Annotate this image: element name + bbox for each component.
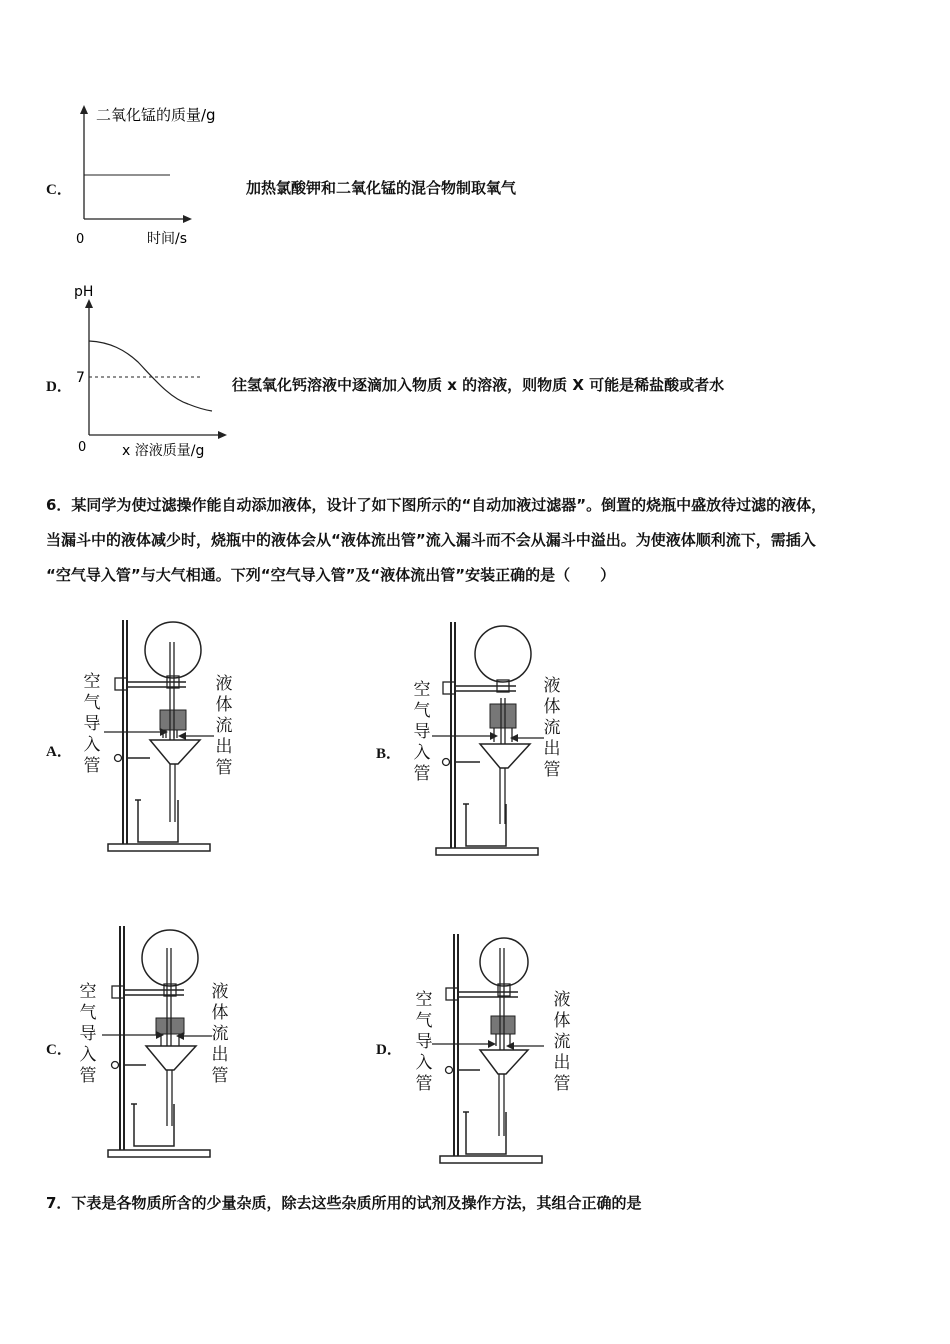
question6-line2: 当漏斗中的液体减少时，烧瓶中的液体会从“液体流出管”流入漏斗而不会从漏斗中溢出。为使液体顺利流下，需插入 xyxy=(46,531,816,549)
diagram-b-air-tube-label: 空气导入管 xyxy=(413,680,431,784)
option-d-graph xyxy=(70,280,240,465)
option-d-tick7: 7 xyxy=(76,370,85,386)
option-c-ylabel: 二氧化锰的质量/g xyxy=(96,106,216,124)
diagram-b-liquid-tube-label: 液体流出管 xyxy=(543,676,561,780)
question6-line1: 6．某同学为使过滤操作能自动添加液体，设计了如下图所示的“自动加液过滤器”。倒置的烧瓶中盛放待过滤的液体， xyxy=(46,496,827,514)
option-c-xlabel: 时间/s xyxy=(147,231,188,247)
diagram-a-air-tube-label: 空气导入管 xyxy=(83,672,101,776)
diagram-b[interactable] xyxy=(376,614,561,864)
diagram-d[interactable] xyxy=(376,926,571,1176)
diagram-d-letter: D． xyxy=(376,1042,402,1058)
diagram-a[interactable] xyxy=(46,612,233,862)
option-c-letter: C． xyxy=(46,182,72,198)
option-c-graph xyxy=(60,95,240,255)
diagram-a-letter: A． xyxy=(46,744,72,760)
option-d-origin: 0 xyxy=(78,440,87,455)
option-d-letter: D． xyxy=(46,379,72,395)
diagram-c-air-tube-label: 空气导入管 xyxy=(79,982,97,1086)
question6-line3: “空气导入管”与大气相通。下列“空气导入管”及“液体流出管”安装正确的是（ ） xyxy=(46,566,616,584)
question7-text: 7．下表是各物质所含的少量杂质，除去这些杂质所用的试剂及操作方法，其组合正确的是 xyxy=(46,1194,642,1212)
option-d-description: 往氢氧化钙溶液中逐滴加入物质 x 的溶液，则物质 X 可能是稀盐酸或者水 xyxy=(232,376,725,394)
diagram-d-liquid-tube-label: 液体流出管 xyxy=(553,990,571,1094)
option-d-xlabel: x 溶液质量/g xyxy=(122,443,205,459)
diagram-c-letter: C． xyxy=(46,1042,72,1058)
option-c-description: 加热氯酸钾和二氧化锰的混合物制取氧气 xyxy=(246,179,517,197)
option-c-origin: 0 xyxy=(76,232,85,247)
diagram-c-liquid-tube-label: 液体流出管 xyxy=(211,982,229,1086)
diagram-c[interactable] xyxy=(46,918,229,1168)
diagram-d-air-tube-label: 空气导入管 xyxy=(415,990,433,1094)
diagram-b-letter: B． xyxy=(376,746,402,762)
option-d-ylabel: pH xyxy=(74,284,94,300)
diagram-a-liquid-tube-label: 液体流出管 xyxy=(215,674,233,778)
diagram-d-apparatus xyxy=(376,926,576,1176)
